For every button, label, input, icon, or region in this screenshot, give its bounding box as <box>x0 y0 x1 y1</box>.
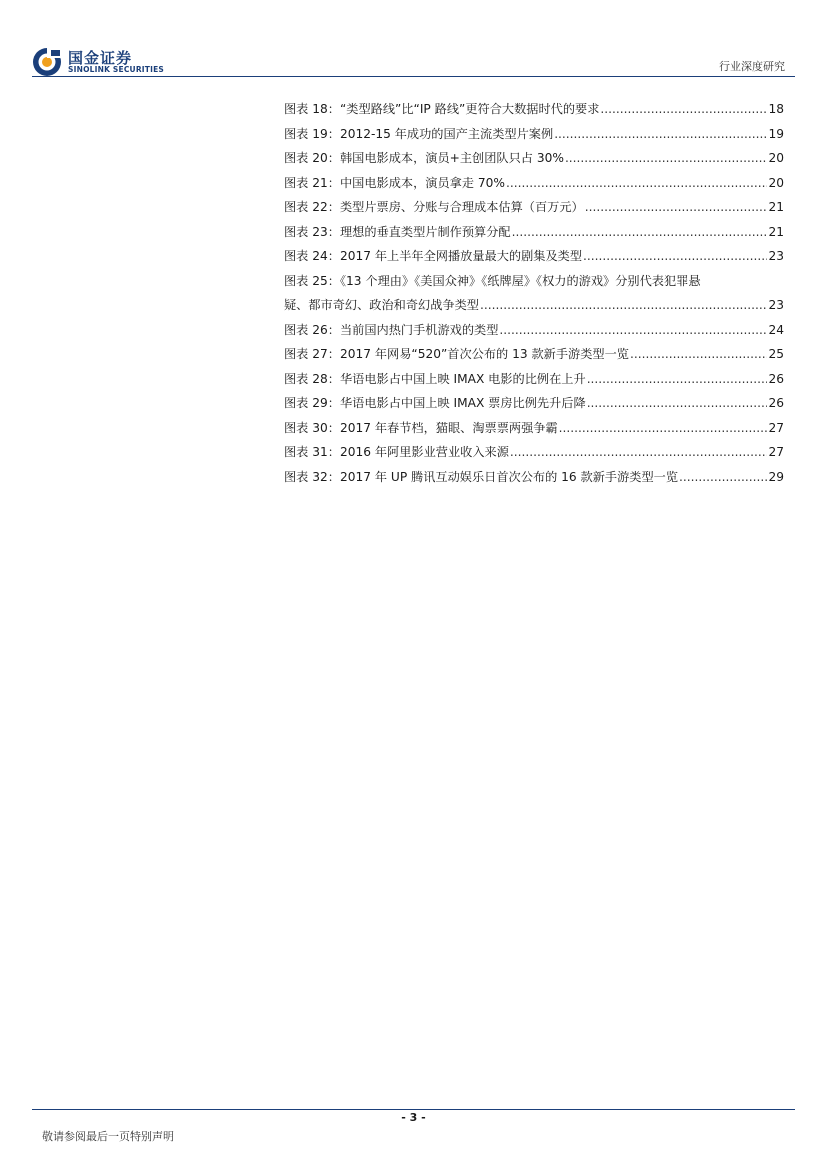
toc-entry-page: 25 <box>768 347 784 361</box>
report-category: 行业深度研究 <box>719 60 785 73</box>
toc-entry-title: 图表 18：“类型路线”比“IP 路线”更符合大数据时代的要求 <box>284 102 600 116</box>
toc-entry[interactable] <box>284 198 784 223</box>
toc-entry-title: 图表 23：理想的垂直类型片制作预算分配 <box>284 224 511 239</box>
toc-entry[interactable] <box>284 321 784 346</box>
toc-entry[interactable] <box>284 468 784 493</box>
toc-entry-title: 图表 29：华语电影占中国上映 IMAX 票房比例先升后降 <box>284 396 586 410</box>
toc-entry-page: 27 <box>768 445 784 459</box>
dot-leader <box>554 127 767 141</box>
toc-entry-title: 图表 20：韩国电影成本，演员+主创团队只占 30% <box>284 151 564 165</box>
disclaimer-note: 敬请参阅最后一页特别声明 <box>42 1130 174 1143</box>
toc-entry-title: 图表 26：当前国内热门手机游戏的类型 <box>284 322 499 337</box>
toc-entry[interactable] <box>284 174 784 199</box>
toc-entry-continuation[interactable] <box>284 296 784 321</box>
logo-mark-icon <box>32 47 62 77</box>
toc-entry[interactable] <box>284 247 784 272</box>
dot-leader <box>559 421 768 435</box>
toc-entry-page: 26 <box>768 396 784 410</box>
toc-entry-title: 图表 27：2017 年网易“520”首次公布的 13 款新手游类型一览 <box>284 347 629 361</box>
logo-english-name: SINOLINK SECURITIES <box>68 65 165 74</box>
dot-leader <box>587 396 768 410</box>
dot-leader <box>510 445 768 459</box>
toc-entry-title: 图表 28：华语电影占中国上映 IMAX 电影的比例在上升 <box>284 371 586 386</box>
toc-entry-title: 图表 21：中国电影成本，演员拿走 70% <box>284 175 505 190</box>
toc-entry-title: 图表 30：2017 年春节档，猫眼、淘票票两强争霸 <box>284 420 558 435</box>
toc-entry-page: 23 <box>768 298 784 312</box>
toc-entry[interactable] <box>284 370 784 395</box>
toc-entry-page: 19 <box>768 126 784 141</box>
toc-entry-page: 29 <box>768 469 784 484</box>
dot-leader <box>480 298 767 312</box>
toc-entry-first-line[interactable] <box>284 272 784 297</box>
toc-entry-title-continued: 疑、都市奇幻、政治和奇幻战争类型 <box>284 298 479 312</box>
header-divider <box>32 76 795 77</box>
dot-leader <box>600 102 767 116</box>
dot-leader <box>565 151 768 165</box>
toc-entry-title: 图表 19：2012-15 年成功的国产主流类型片案例 <box>284 126 554 141</box>
toc-entry-title: 图表 32：2017 年 UP 腾讯互动娱乐日首次公布的 16 款新手游类型一览 <box>284 469 679 484</box>
toc-entry[interactable] <box>284 345 784 370</box>
dot-leader <box>583 249 767 263</box>
toc-entry-title: 图表 22：类型片票房、分账与合理成本估算（百万元） <box>284 200 584 214</box>
toc-entry-page: 23 <box>768 249 784 263</box>
dot-leader <box>679 470 767 484</box>
toc-entry-page: 20 <box>768 175 784 190</box>
dot-leader <box>585 200 768 214</box>
page-number: - 3 - <box>401 1111 426 1124</box>
page-header <box>0 0 827 80</box>
toc-entry-page: 24 <box>768 322 784 337</box>
toc-entry-page: 27 <box>768 420 784 435</box>
toc-entry[interactable] <box>284 125 784 150</box>
dot-leader <box>506 176 768 190</box>
toc-entry[interactable] <box>284 443 784 468</box>
toc-entry[interactable] <box>284 223 784 248</box>
toc-entry[interactable] <box>284 419 784 444</box>
footer-divider <box>32 1109 795 1110</box>
toc-entry[interactable] <box>284 149 784 174</box>
dot-leader <box>587 372 768 386</box>
logo-chinese-name: 国金证券 <box>68 49 133 67</box>
toc-entry-page: 21 <box>768 224 784 239</box>
dot-leader <box>499 323 767 337</box>
toc-entry[interactable] <box>284 100 784 125</box>
toc-entry-page: 20 <box>768 151 784 165</box>
toc-entry-page: 18 <box>768 102 784 116</box>
toc-entry-title: 图表 24：2017 年上半年全网播放量最大的剧集及类型 <box>284 249 583 263</box>
toc-entry-title: 图表 31：2016 年阿里影业营业收入来源 <box>284 445 509 459</box>
toc-entry-page: 21 <box>768 200 784 214</box>
dot-leader <box>512 225 768 239</box>
toc-entry-page: 26 <box>768 371 784 386</box>
company-logo <box>32 47 192 79</box>
dot-leader <box>630 347 768 361</box>
toc-entry[interactable] <box>284 394 784 419</box>
toc-entry-title: 图表 25：《13 个理由》《美国众神》《纸牌屋》《权力的游戏》分别代表犯罪悬 <box>284 273 701 288</box>
figure-list <box>284 100 784 492</box>
